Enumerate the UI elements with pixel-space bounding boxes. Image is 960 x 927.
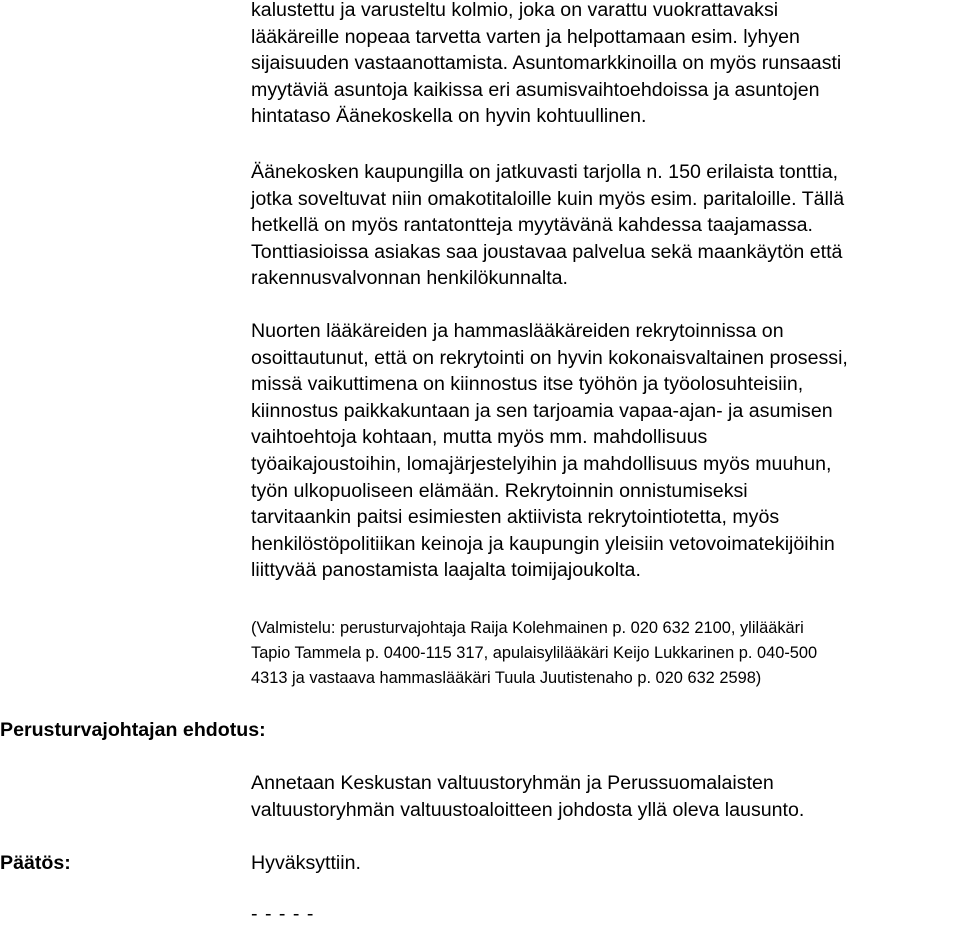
text-line: hetkellä on myös rantatontteja myytävänä kahdessa taajamassa. [251, 214, 813, 237]
text-line: osoittautunut, että on rekrytointi on hyvin kokonaisvaltainen prosessi, [251, 346, 848, 369]
text-line: jotka soveltuvat niin omakotitaloille kuin myös esim. paritaloille. Tällä [251, 187, 845, 210]
end-marker: - - - - - [251, 903, 315, 925]
text-line: liittyvää panostamista laajalta toimijajoukolta. [251, 559, 641, 582]
text-line: työn ulkopuoliseen elämään. Rekrytoinnin onnistumiseksi [251, 479, 748, 502]
text-line: kalustettu ja varusteltu kolmio, joka on varattu vuokrattavaksi [251, 0, 779, 21]
text-line: 4313 ja vastaava hammaslääkäri Tuula Juutistenaho p. 020 632 2598) [251, 669, 762, 687]
paragraph-apartment-market [251, 0, 956, 130]
text-line: henkilöstöpolitiikan keinoja ja kaupungin yleisiin vetovoimatekijöihin [251, 532, 835, 555]
text-line: vaihtoehtoja kohtaan, mutta myös mm. mahdollisuus [251, 426, 708, 449]
text-line: missä vaikuttimena on kiinnostus itse työhön ja työolosuhteisiin, [251, 373, 804, 396]
text-line: myytäviä asuntoja kaikissa eri asumisvaihtoehdoissa ja asuntojen [251, 78, 820, 101]
text-line: Äänekosken kaupungilla on jatkuvasti tarjolla n. 150 erilaista tonttia, [251, 161, 839, 183]
text-line: lääkäreille nopeaa tarvetta varten ja helpottamaan esim. lyhyen [251, 25, 800, 48]
decision-label: Päätös: [0, 852, 71, 874]
text-line: Hyväksyttiin. [251, 852, 361, 874]
text-line: valtuustoryhmän valtuustoaloitteen johdosta yllä oleva lausunto. [251, 798, 805, 821]
text-line: Tonttiasioissa asiakas saa joustavaa palvelua sekä maankäytön että [251, 240, 843, 263]
text-line: Annetaan Keskustan valtuustoryhmän ja Perussuomalaisten [251, 772, 774, 794]
text-line: (Valmistelu: perusturvajohtaja Raija Kolehmainen p. 020 632 2100, ylilääkäri [251, 619, 804, 637]
text-line: työaikajoustoihin, lomajärjestelyihin ja mahdollisuus myös muuhun, [251, 452, 832, 475]
text-line: rakennusvalvonnan henkilökunnalta. [251, 267, 568, 290]
paragraph-preparers [251, 616, 956, 691]
text-line: hintataso Äänekoskella on hyvin kohtuullinen. [251, 105, 647, 128]
text-line: kiinnostus paikkakuntaan ja sen tarjoamia vapaa-ajan- ja asumisen [251, 399, 833, 422]
paragraph-building-plots [251, 159, 956, 292]
text-line: Tapio Tammela p. 0400-115 317, apulaisylilääkäri Keijo Lukkarinen p. 040-500 [251, 644, 818, 662]
text-line: Nuorten lääkäreiden ja hammaslääkäreiden rekrytoinnissa on [251, 320, 784, 342]
proposal-label: Perusturvajohtajan ehdotus: [0, 719, 266, 741]
text-line: tarvitaankin paitsi esimiesten aktiivista rekrytointiotetta, myös [251, 506, 780, 529]
decision-text [251, 850, 956, 877]
paragraph-recruitment [251, 318, 956, 584]
text-line: sijaisuuden vastaanottamista. Asuntomarkkinoilla on myös runsaasti [251, 52, 842, 75]
proposal-text [251, 770, 956, 823]
